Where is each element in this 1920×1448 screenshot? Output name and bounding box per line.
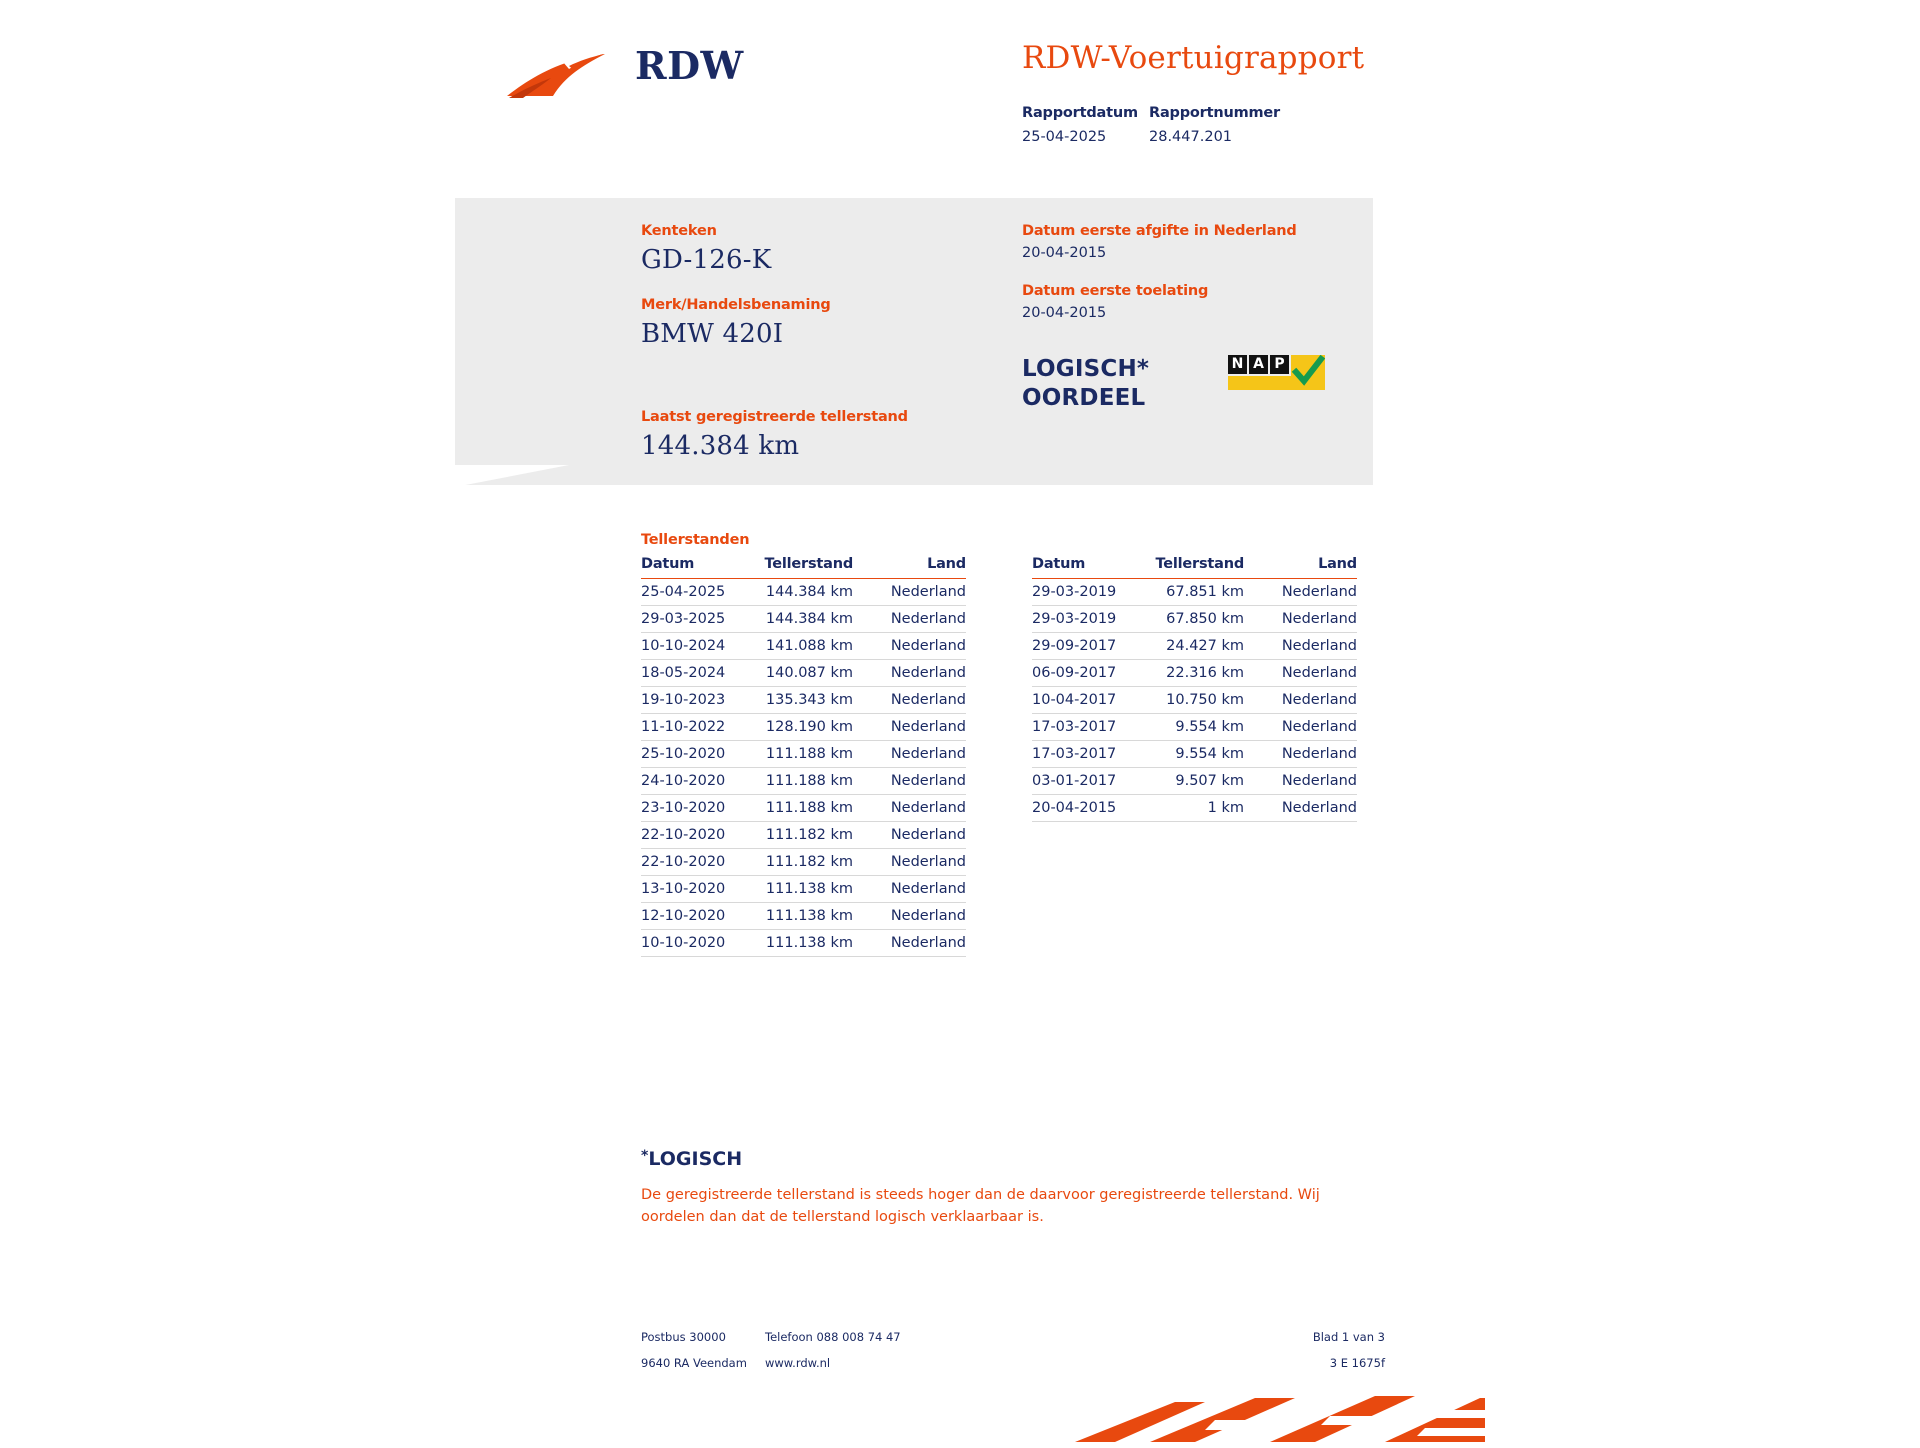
cell-land: Nederland [875,687,966,714]
odometer-table-right [1032,553,1357,822]
cell-land: Nederland [1266,633,1357,660]
cell-land: Nederland [1266,606,1357,633]
table-row [641,660,966,687]
cell-land: Nederland [875,876,966,903]
nap-badge-icon [1228,355,1326,391]
cell-tellerstand: 22.316 km [1137,660,1266,687]
cell-datum: 29-09-2017 [1032,633,1137,660]
cell-tellerstand: 111.188 km [746,741,875,768]
table-row [641,687,966,714]
cell-datum: 10-04-2017 [1032,687,1137,714]
rapportnummer-value: 28.447.201 [1149,129,1233,145]
cell-land: Nederland [1266,579,1357,606]
table-row [1032,714,1357,741]
odometer-right-body [1032,579,1357,822]
cell-land: Nederland [875,606,966,633]
nap-letter-n: N [1228,355,1247,374]
table-row [641,876,966,903]
cell-tellerstand: 141.088 km [746,633,875,660]
table-row [641,930,966,957]
verdict-line-2: OORDEEL [1022,385,1146,412]
cell-datum: 17-03-2017 [1032,714,1137,741]
cell-tellerstand: 135.343 km [746,687,875,714]
cell-datum: 18-05-2024 [641,660,746,687]
nap-badge-bar [1228,376,1291,390]
cell-land: Nederland [875,714,966,741]
tellerstanden-title: Tellerstanden [641,532,750,548]
merk-value: BMW 420I [641,319,784,349]
cell-land: Nederland [1266,768,1357,795]
table-row [641,768,966,795]
cell-tellerstand: 9.554 km [1137,714,1266,741]
table-row [1032,741,1357,768]
cell-land: Nederland [1266,687,1357,714]
odometer-table-left [641,553,966,957]
column-header-tellerstand: Tellerstand [746,553,875,579]
table-row [641,606,966,633]
table-row [641,714,966,741]
footnote-title-text: LOGISCH [648,1148,743,1170]
cell-datum: 25-10-2020 [641,741,746,768]
cell-land: Nederland [875,930,966,957]
cell-land: Nederland [875,903,966,930]
table-row [1032,795,1357,822]
cell-land: Nederland [1266,660,1357,687]
cell-tellerstand: 1 km [1137,795,1266,822]
column-header-land: Land [875,553,966,579]
cell-tellerstand: 111.188 km [746,795,875,822]
footnote-title [641,1148,1386,1170]
cell-datum: 22-10-2020 [641,822,746,849]
nap-badge-letters [1228,355,1289,374]
cell-tellerstand: 140.087 km [746,660,875,687]
cell-datum: 11-10-2022 [641,714,746,741]
cell-tellerstand: 9.507 km [1137,768,1266,795]
table-row [1032,660,1357,687]
footnote-star: * [641,1148,649,1164]
eerste-afgifte-value: 20-04-2015 [1022,245,1107,261]
summary-left-column [641,223,1021,483]
column-header-datum: Datum [641,553,746,579]
cell-datum: 29-03-2019 [1032,606,1137,633]
rapportdatum-label: Rapportdatum [1022,105,1138,121]
eerste-afgifte-label: Datum eerste afgifte in Nederland [1022,223,1297,239]
column-header-tellerstand: Tellerstand [1137,553,1266,579]
cell-tellerstand: 111.138 km [746,930,875,957]
rdw-swoosh-icon [505,52,615,104]
cell-datum: 13-10-2020 [641,876,746,903]
cell-tellerstand: 144.384 km [746,579,875,606]
footer-website[interactable]: www.rdw.nl [765,1356,831,1370]
cell-tellerstand: 144.384 km [746,606,875,633]
cell-datum: 23-10-2020 [641,795,746,822]
eerste-toelating-label: Datum eerste toelating [1022,283,1209,299]
cell-datum: 25-04-2025 [641,579,746,606]
cell-datum: 20-04-2015 [1032,795,1137,822]
cell-tellerstand: 24.427 km [1137,633,1266,660]
cell-datum: 06-09-2017 [1032,660,1137,687]
page-footer [641,1330,1386,1382]
footer-blad: Blad 1 van 3 [1312,1330,1385,1344]
cell-land: Nederland [875,660,966,687]
table-row [641,633,966,660]
footer-telefoon: Telefoon 088 008 74 47 [765,1330,901,1344]
cell-datum: 22-10-2020 [641,849,746,876]
table-row [641,579,966,606]
cell-land: Nederland [875,795,966,822]
summary-right-column [1022,223,1382,343]
table-header-row [1032,553,1357,579]
table-row [641,903,966,930]
table-row [1032,606,1357,633]
footnote-text: De geregistreerde tellerstand is steeds hoger dan de daarvoor geregistreerde tellerstand. Wij oordelen dan dat de tellerstand logisch verklaarbaar is. [641,1187,1320,1226]
table-row [1032,687,1357,714]
table-row [641,741,966,768]
cell-datum: 17-03-2017 [1032,741,1137,768]
cell-datum: 24-10-2020 [641,768,746,795]
cell-land: Nederland [875,741,966,768]
column-header-datum: Datum [1032,553,1137,579]
cell-land: Nederland [875,768,966,795]
cell-land: Nederland [875,579,966,606]
cell-land: Nederland [875,822,966,849]
rdw-logo-text: RDW [635,43,744,88]
rapportdatum-value: 25-04-2025 [1022,129,1107,145]
cell-tellerstand: 67.850 km [1137,606,1266,633]
odometer-left-body [641,579,966,957]
rdw-logo [505,38,835,108]
rapportnummer-label: Rapportnummer [1149,105,1281,121]
cell-land: Nederland [1266,795,1357,822]
column-header-land: Land [1266,553,1357,579]
cell-datum: 03-01-2017 [1032,768,1137,795]
cell-tellerstand: 10.750 km [1137,687,1266,714]
nap-letter-p: P [1270,355,1289,374]
cell-tellerstand: 111.188 km [746,768,875,795]
cell-tellerstand: 111.182 km [746,849,875,876]
table-row [641,849,966,876]
footer-plaats: 9640 RA Veendam [641,1356,747,1370]
table-row [1032,579,1357,606]
cell-datum: 29-03-2025 [641,606,746,633]
cell-land: Nederland [1266,741,1357,768]
cell-tellerstand: 128.190 km [746,714,875,741]
cell-tellerstand: 9.554 km [1137,741,1266,768]
cell-datum: 29-03-2019 [1032,579,1137,606]
verdict-line-1: LOGISCH* [1022,356,1150,382]
cell-datum: 12-10-2020 [641,903,746,930]
cell-tellerstand: 67.851 km [1137,579,1266,606]
cell-land: Nederland [1266,714,1357,741]
odometer-label: Laatst geregistreerde tellerstand [641,409,908,425]
cell-tellerstand: 111.138 km [746,876,875,903]
merk-label: Merk/Handelsbenaming [641,297,831,313]
cell-tellerstand: 111.138 km [746,903,875,930]
kenteken-label: Kenteken [641,223,717,239]
eerste-toelating-value: 20-04-2015 [1022,305,1107,321]
table-row [641,795,966,822]
cell-datum: 19-10-2023 [641,687,746,714]
cell-land: Nederland [875,633,966,660]
table-row [1032,633,1357,660]
cell-datum: 10-10-2020 [641,930,746,957]
cell-land: Nederland [875,849,966,876]
nap-check-icon [1291,355,1325,390]
report-meta [1022,105,1281,145]
footnote-block [641,1148,1386,1229]
report-title: RDW-Voertuigrapport [1022,40,1365,76]
footer-code: 3 E 1675f [1329,1356,1385,1370]
cell-datum: 10-10-2024 [641,633,746,660]
odometer-value: 144.384 km [641,431,800,461]
table-row [641,822,966,849]
kenteken-value: GD-126-K [641,245,772,275]
table-header-row [641,553,966,579]
footer-postbus: Postbus 30000 [641,1330,726,1344]
table-row [1032,768,1357,795]
cell-tellerstand: 111.182 km [746,822,875,849]
nap-letter-a: A [1249,355,1268,374]
verdict-block [1022,355,1149,414]
